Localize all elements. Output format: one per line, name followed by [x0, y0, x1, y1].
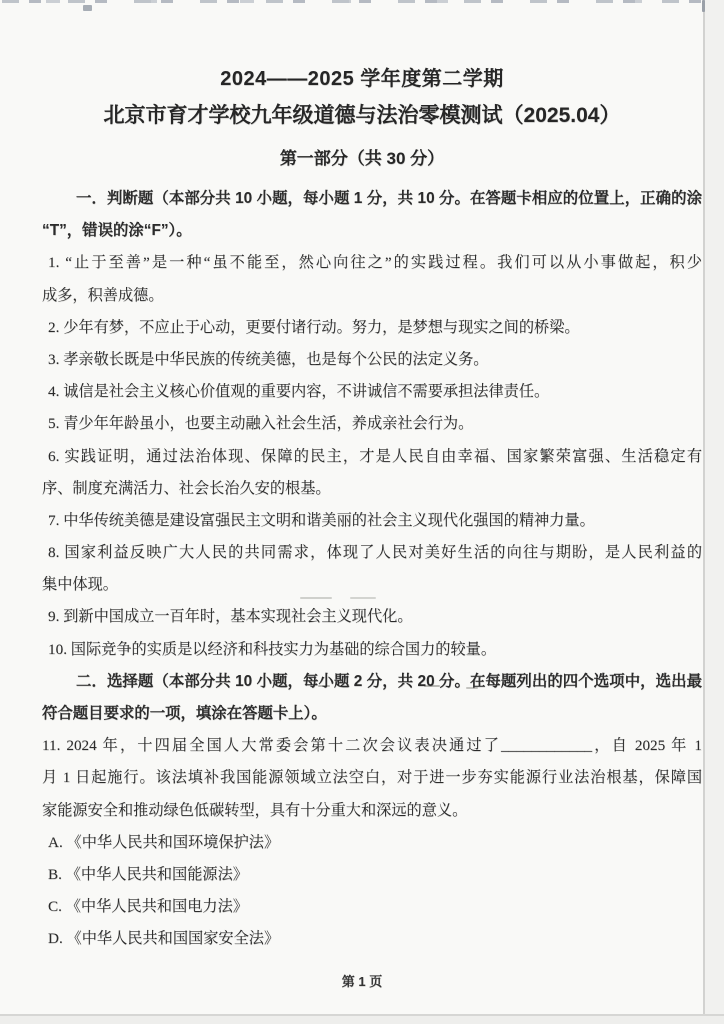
- text-line: 一．判断题（本部分共 10 小题，每小题 1 分，共 10 分。在答题卡相应的位置上，正确的涂: [76, 190, 702, 207]
- text-line: A. 《中华人民共和国环境保护法》: [48, 833, 280, 851]
- text-line: 8. 国家利益反映广大人民的共同需求，体现了人民对美好生活的向往与期盼，是人民利益的: [48, 544, 702, 562]
- text-line: 符合题目要求的一项，填涂在答题卡上）。: [42, 705, 327, 722]
- text-line: 3. 孝亲敬长既是中华民族的传统美德，也是每个公民的法定义务。: [48, 350, 489, 368]
- document-lines: [42, 183, 702, 956]
- text-line: D. 《中华人民共和国国家安全法》: [48, 930, 280, 948]
- text-line: 7. 中华传统美德是建设富强民主文明和谐美丽的社会主义现代化强国的精神力量。: [48, 511, 595, 529]
- text-line: 5. 青少年年龄虽小，也要主动融入社会生活，养成亲社会行为。: [48, 415, 474, 433]
- text-line: 10. 国际竞争的实质是以经济和科技实力为基础的综合国力的较量。: [48, 640, 497, 658]
- text-line: 二．选择题（本部分共 10 小题，每小题 2 分，共 20 分。在每题列出的四个选项中，选出最: [76, 672, 702, 690]
- text-line: 序、制度充满活力、社会长治久安的根基。: [42, 479, 331, 497]
- exam-name-title: 北京市育才学校九年级道德与法治零模测试（2025.04）: [103, 104, 621, 127]
- scan-artifact: [702, 0, 705, 12]
- scan-cutoff-text-artifact: [2, 0, 708, 3]
- text-line: 9. 到新中国成立一百年时，基本实现社会主义现代化。: [48, 608, 413, 626]
- text-line: 2. 少年有梦，不应止于心动，更要付诸行动。努力，是梦想与现实之间的桥梁。: [48, 318, 580, 336]
- exam-part-title: 第一部分（共 30 分）: [279, 149, 445, 168]
- text-line: 家能源安全和推动绿色低碳转型，具有十分重大和深远的意义。: [42, 801, 468, 819]
- text-line: C. 《中华人民共和国电力法》: [48, 898, 248, 916]
- text-line: 月 1 日起施行。该法填补我国能源领域立法空白，对于进一步夯实能源行业法治根基，保障国: [42, 769, 702, 787]
- text-line: “T”，错误的涂“F”）。: [42, 222, 192, 240]
- text-line: 成多，积善成德。: [42, 286, 164, 304]
- text-line: 4. 诚信是社会主义核心价值观的重要内容，不讲诚信不需要承担法律责任。: [48, 383, 550, 401]
- text-line: 6. 实践证明，通过法治体现、保障的民主，才是人民自由幸福、国家繁荣富强、生活稳定有: [48, 447, 702, 465]
- page-number: 第 1 页: [341, 974, 383, 989]
- text-line: 集中体现。: [42, 576, 118, 594]
- scan-bottom-margin: [0, 1016, 724, 1024]
- text-line: 11. 2024 年，十四届全国人大常委会第十二次会议表决通过了____________，自 2025 年 1: [42, 737, 702, 755]
- text-line: 1. “止于至善”是一种“虽不能至，然心向往之”的实践过程。我们可以从小事做起，积少: [48, 254, 702, 272]
- exam-term-title: 2024——2025 学年度第二学期: [220, 68, 504, 90]
- scan-bottom-edge-line: [0, 1014, 724, 1016]
- text-line: B. 《中华人民共和国能源法》: [48, 865, 248, 883]
- scan-artifact: [83, 5, 92, 11]
